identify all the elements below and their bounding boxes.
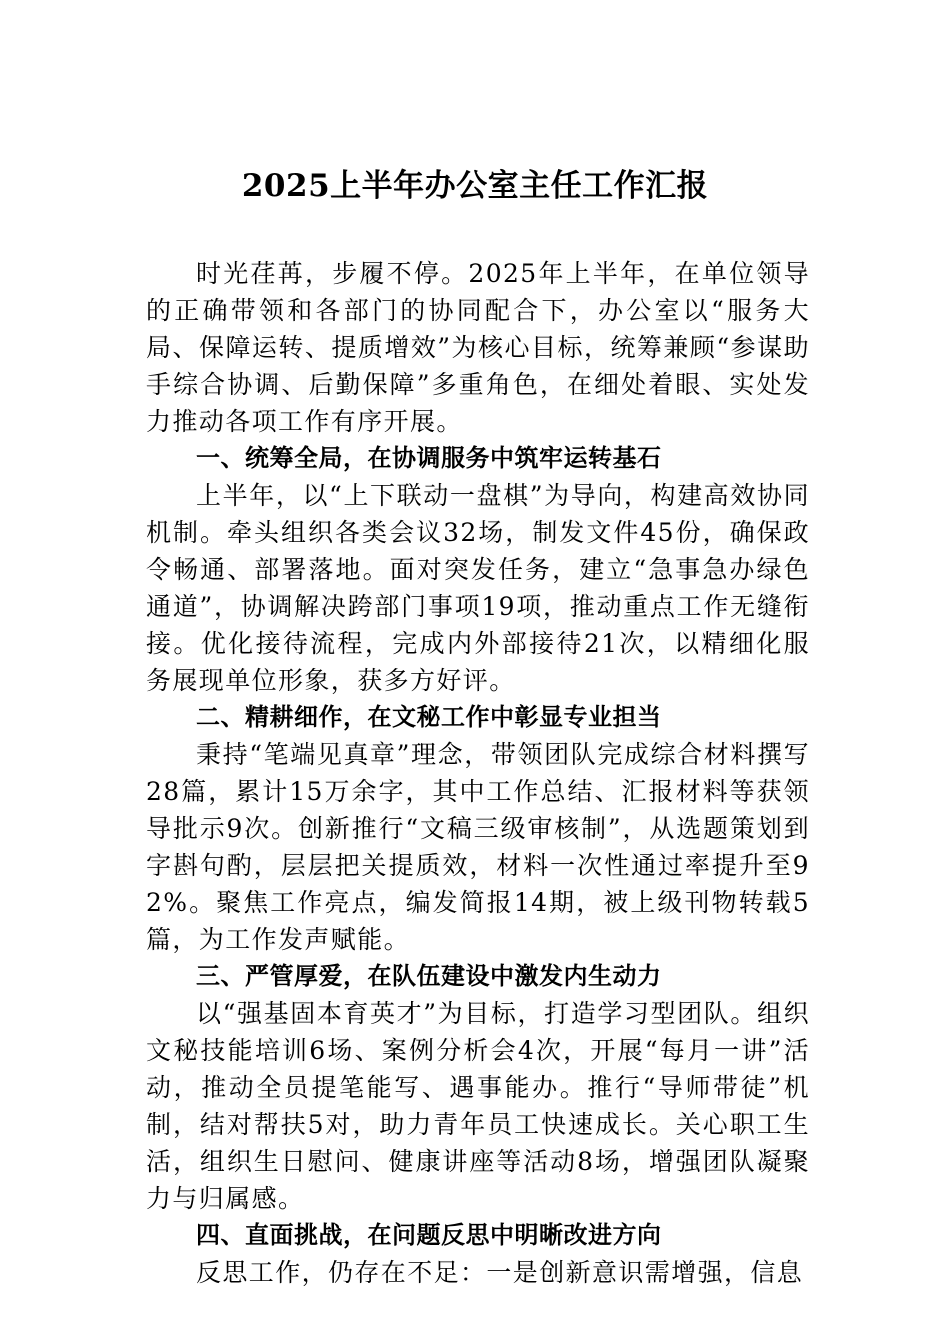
section-1-heading: 一、统筹全局，在协调服务中筑牢运转基石 (196, 444, 662, 472)
section-2-heading: 二、精耕细作，在文秘工作中彰显专业担当 (196, 703, 662, 731)
section-2-paragraph: 秉持“笔端见真章”理念，带领团队完成综合材料撰写28篇，累计15万余字，其中工作总结、汇报材料等获领导批示9次。创新推行“文稿三级审核制”，从选题策划到字斟句酌，层层把关提质效，材料一次性通过率提升至92%。聚焦工作亮点，编发简报14期，被上级刊物转载5篇，为工作发声赋能。 (146, 740, 810, 954)
section-4-heading: 四、直面挑战，在问题反思中明晰改进方向 (196, 1221, 662, 1249)
intro-paragraph: 时光荏苒，步履不停。2025年上半年，在单位领导的正确带领和各部门的协同配合下，办公室以“服务大局、保障运转、提质增效”为核心目标，统筹兼顾“参谋助手综合协调、后勤保障”多重角色，在细处着眼、实处发力推动各项工作有序开展。 (146, 259, 810, 436)
document-title: 2025上半年办公室主任工作汇报 (241, 168, 709, 204)
section-4-paragraph: 反思工作，仍存在不足：一是创新意识需增强，信息 (196, 1258, 804, 1287)
section-3-paragraph: 以“强基固本育英才”为目标，打造学习型团队。组织文秘技能培训6场、案例分析会4次，开展“每月一讲”活动，推动全员提笔能写、遇事能办。推行“导师带徒”机制，结对帮扶5对，助力青年员工快速成长。关心职工生活，组织生日慰问、健康讲座等活动8场，增强团队凝聚力与归属感。 (146, 999, 810, 1213)
section-3-heading: 三、严管厚爱，在队伍建设中激发内生动力 (196, 962, 662, 990)
section-1-paragraph: 上半年，以“上下联动一盘棋”为导向，构建高效协同机制。牵头组织各类会议32场，制发文件45份，确保政令畅通、部署落地。面对突发任务，建立“急事急办绿色通道”，协调解决跨部门事项19项，推动重点工作无缝衔接。优化接待流程，完成内外部接待21次，以精细化服务展现单位形象，获多方好评。 (146, 481, 810, 695)
document-body (146, 255, 810, 1291)
